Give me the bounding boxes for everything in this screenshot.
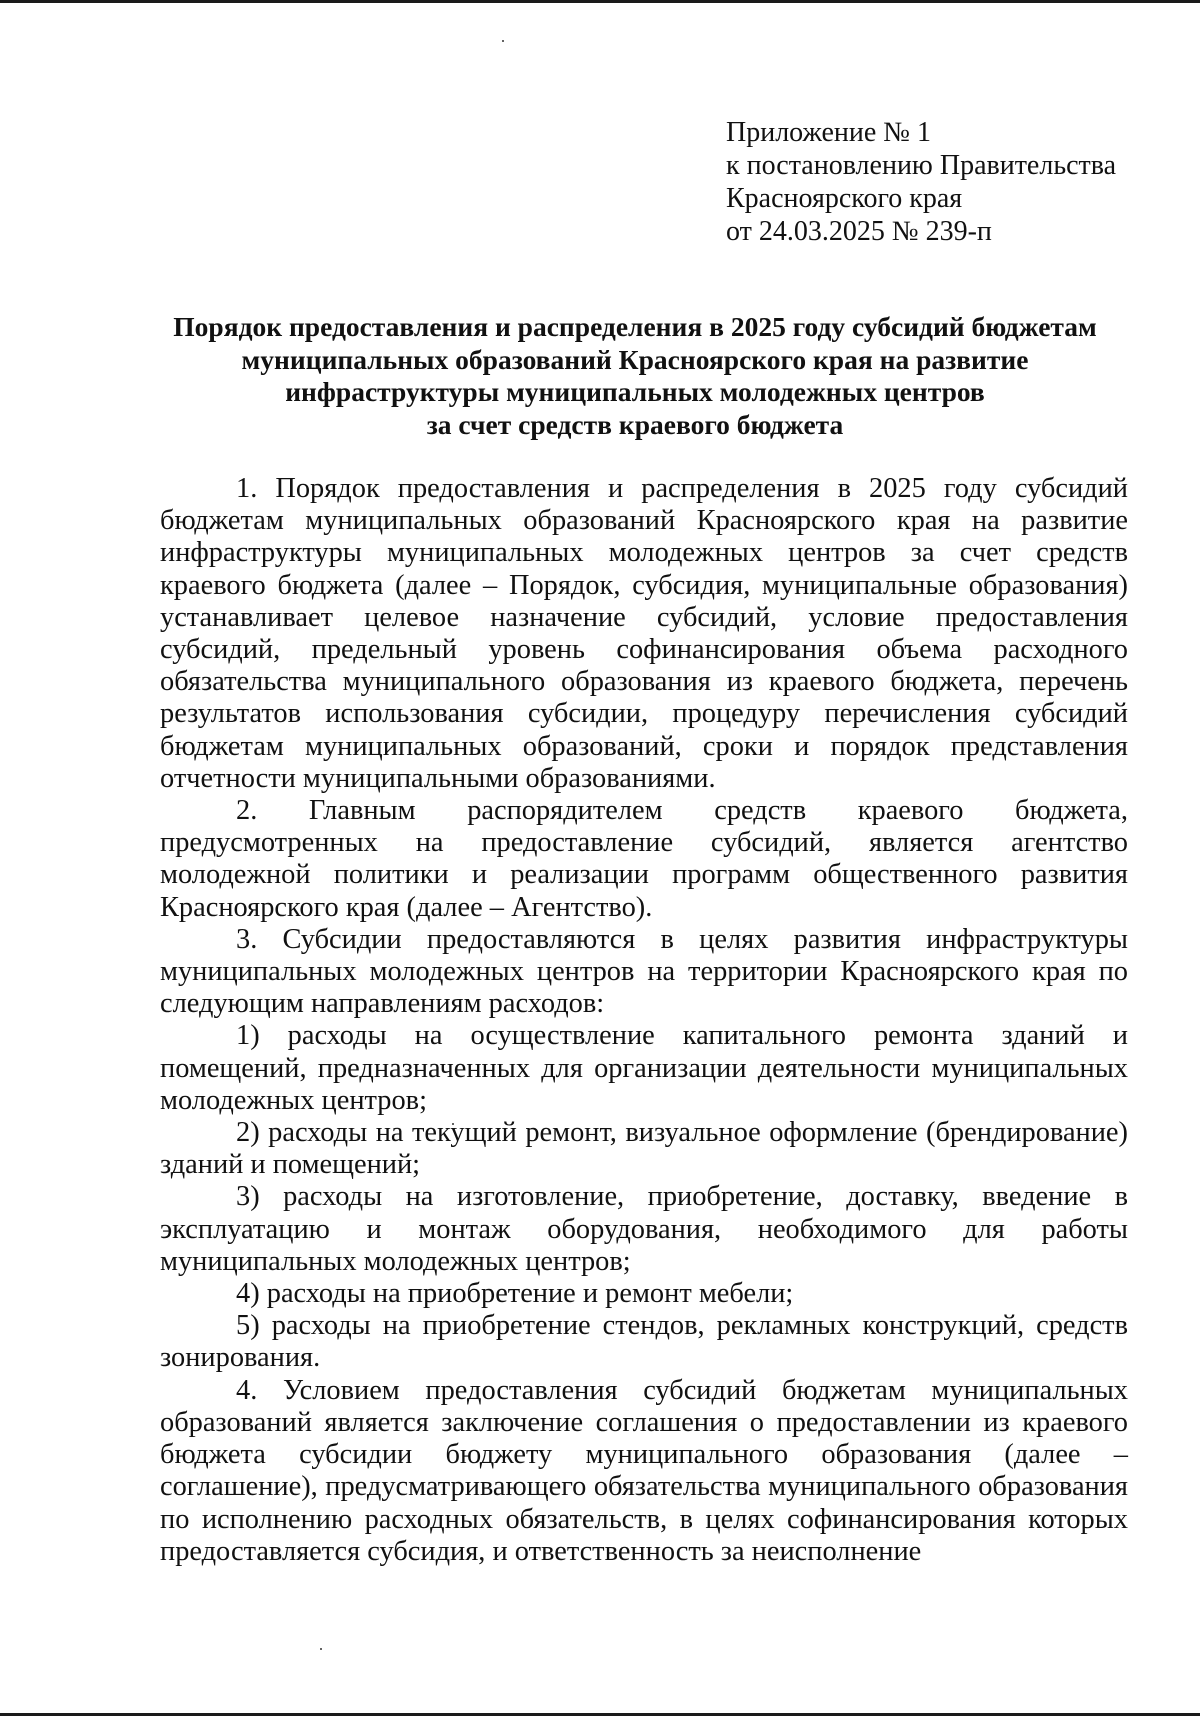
paragraph-2: 2. Главным распорядителем средств краевого бюджета, предусмотренных на предоставление субсидий, является агентство молодежной политики и реализации программ общественного развития Красноярского края (далее – Агентство). <box>160 795 1128 923</box>
scan-speck <box>320 1648 322 1650</box>
appendix-block <box>726 116 1166 248</box>
appendix-date-number: от 24.03.2025 № 239-п <box>726 216 992 247</box>
list-item-4: 4) расходы на приобретение и ремонт мебели; <box>236 1278 794 1310</box>
document-body <box>160 473 1128 1568</box>
paragraph-4: 4. Условием предоставления субсидий бюджетам муниципальных образований является заключение соглашения о предоставлении из краевого бюджета субсидии бюджету муниципального образования (далее – соглашение), предусматривающего обязательства муниципального образования по исполнению расходных обязательств, в целях софинансирования которых предоставляется субсидия, и ответственность за неисполнение <box>160 1374 1128 1567</box>
appendix-number: Приложение № 1 <box>726 117 931 148</box>
title-line: инфраструктуры муниципальных молодежных центров <box>285 376 985 407</box>
title-line: за счет средств краевого бюджета <box>426 408 844 440</box>
list-item-3: 3) расходы на изготовление, приобретение, доставку, введение в эксплуатацию и монтаж оборудования, необходимого для работы муниципальных молодежных центров; <box>160 1181 1128 1277</box>
appendix-region: Красноярского края <box>726 183 963 214</box>
list-item-1: 1) расходы на осуществление капитального ремонта зданий и помещений, предназначенных для организации деятельности муниципальных молодежных центров; <box>160 1020 1128 1116</box>
page-bottom-edge <box>0 1713 1200 1716</box>
title-line: муниципальных образований Красноярского края на развитие <box>241 343 1029 375</box>
list-item-2: 2) расходы на текущий ремонт, визуальное оформление (брендирование) зданий и помещений; <box>160 1117 1128 1181</box>
title-line: Порядок предоставления и распределения в 2025 году субсидий бюджетам <box>173 311 1097 342</box>
paragraph-1: 1. Порядок предоставления и распределения в 2025 году субсидий бюджетам муниципальных образований Красноярского края на развитие инфраструктуры муниципальных молодежных центров за счет средств краевого бюджета (далее – Порядок, субсидия, муниципальные образования) устанавливает целевое назначение субсидий, условие предоставления субсидий, предельный уровень софинансирования объема расходного обязательства муниципального образования из краевого бюджета, перечень результатов использования субсидии, процедуру перечисления субсидий бюджетам муниципальных образований, сроки и порядок представления отчетности муниципальными образованиями. <box>160 473 1128 794</box>
list-item-5: 5) расходы на приобретение стендов, рекламных конструкций, средств зонирования. <box>160 1310 1128 1374</box>
scan-speck <box>502 40 504 42</box>
appendix-reference: к постановлению Правительства <box>726 150 1117 181</box>
page-top-edge <box>0 0 1200 3</box>
paragraph-3: 3. Субсидии предоставляются в целях развития инфраструктуры муниципальных молодежных центров на территории Красноярского края по следующим направлениям расходов: <box>160 923 1128 1020</box>
document-title <box>150 311 1120 441</box>
